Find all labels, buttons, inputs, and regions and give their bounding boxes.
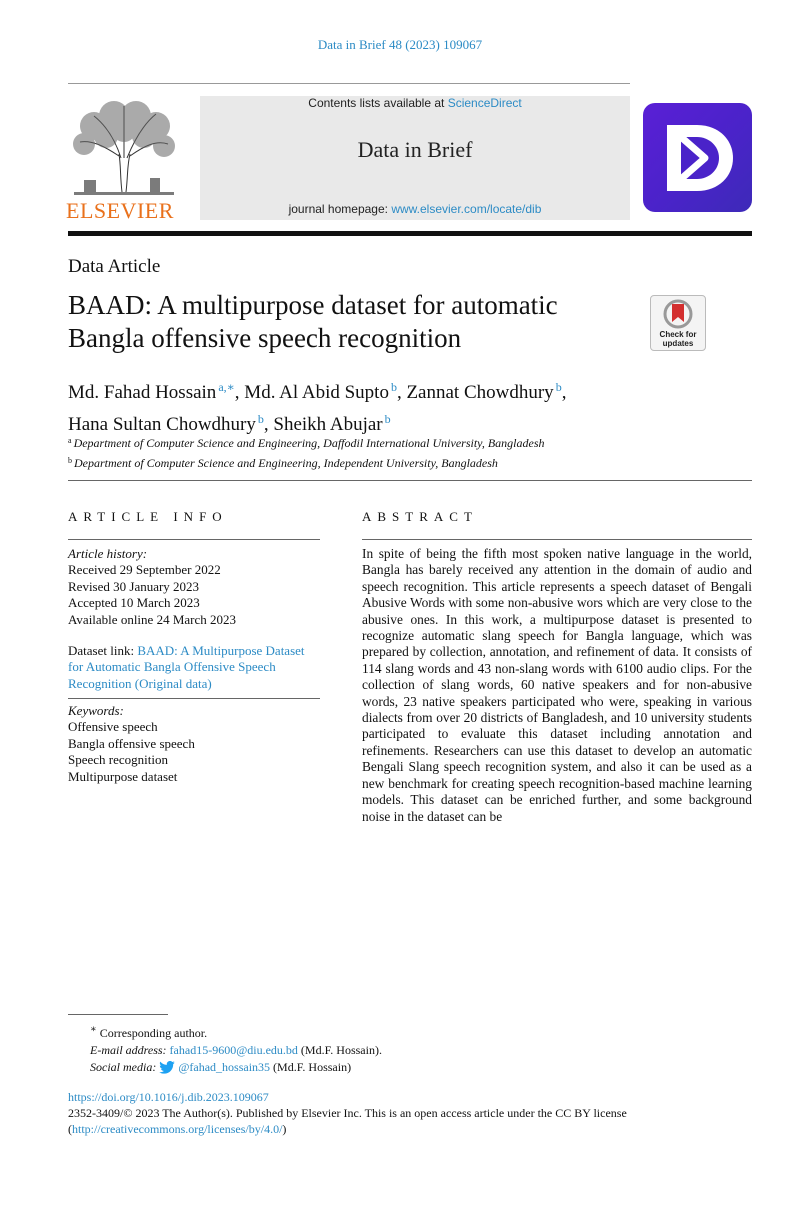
header-thick-rule xyxy=(68,231,752,236)
social-media-suffix: (Md.F. Hossain) xyxy=(270,1060,352,1074)
dataset-link-label: Dataset link: xyxy=(68,643,138,658)
history-entry: Available online 24 March 2023 xyxy=(68,611,236,627)
data-in-brief-logo-icon xyxy=(643,103,752,212)
email-line xyxy=(68,1042,758,1059)
article-info-heading: ARTICLE INFO xyxy=(68,509,228,524)
sciencedirect-link[interactable]: ScienceDirect xyxy=(447,96,522,110)
article-info-rule xyxy=(68,539,320,540)
dataset-link-block xyxy=(68,643,320,692)
crossmark-icon xyxy=(651,296,705,330)
contents-line xyxy=(200,96,630,110)
keyword: Offensive speech xyxy=(68,719,158,735)
social-media-label: Social media: xyxy=(90,1060,160,1074)
article-history-label: Article history: xyxy=(68,546,148,561)
affiliation-list xyxy=(68,432,758,472)
copyright-text: 2352-3409/© 2023 The Author(s). Published by Elsevier Inc. This is an open access article under the CC BY license xyxy=(68,1106,627,1120)
author-name: Sheikh Abujar xyxy=(273,414,383,435)
copyright-notice xyxy=(68,1105,752,1137)
license-link[interactable]: http://creativecommons.org/licenses/by/4.0/ xyxy=(72,1122,283,1136)
keyword: Bangla offensive speech xyxy=(68,735,195,751)
footnote-rule xyxy=(68,1014,168,1015)
author-name: Hana Sultan Chowdhury xyxy=(68,414,256,435)
footnote-star: ∗ xyxy=(90,1024,97,1035)
keyword: Multipurpose dataset xyxy=(68,768,178,784)
journal-name: Data in Brief xyxy=(357,137,473,162)
crossmark-line-2: updates xyxy=(662,339,694,348)
social-media-link[interactable]: @fahad_hossain35 xyxy=(178,1060,271,1074)
contents-prefix: Contents lists available at xyxy=(308,96,448,110)
homepage-line xyxy=(200,202,630,216)
footnotes xyxy=(68,1021,758,1076)
author-affiliation-link[interactable]: a,∗ xyxy=(218,380,235,394)
crossmark-label xyxy=(650,330,706,348)
author-name: Md. Fahad Hossain xyxy=(68,382,217,403)
article-title: BAAD: A multipurpose dataset for automatic Bangla offensive speech recognition xyxy=(68,290,558,353)
homepage-link[interactable]: www.elsevier.com/locate/dib xyxy=(391,202,542,216)
author-affiliation-link[interactable]: b xyxy=(257,412,264,426)
section-rule xyxy=(68,480,752,481)
author-affiliation-link[interactable]: b xyxy=(555,380,562,394)
history-entry: Received 29 September 2022 xyxy=(68,562,221,578)
author-separator: , xyxy=(234,382,245,403)
author-separator: , xyxy=(263,414,274,435)
license-close: ) xyxy=(282,1122,287,1136)
author-name: Zannat Chowdhury xyxy=(406,382,554,403)
email-label: E-mail address: xyxy=(90,1043,170,1057)
author-affiliation-link[interactable]: b xyxy=(384,412,391,426)
affiliation-marker: b xyxy=(68,456,72,465)
email-suffix: (Md.F. Hossain). xyxy=(297,1043,382,1057)
keywords-label: Keywords: xyxy=(68,703,124,718)
homepage-prefix: journal homepage: xyxy=(288,202,392,216)
author-separator: , xyxy=(396,382,407,403)
affiliation-text: Department of Computer Science and Engineering, Daffodil International University, Bangladesh xyxy=(73,436,545,450)
affiliation-marker: a xyxy=(68,436,72,445)
keyword: Speech recognition xyxy=(68,752,168,768)
doi-link[interactable]: https://doi.org/10.1016/j.dib.2023.109067 xyxy=(68,1090,269,1104)
affiliation-text: Department of Computer Science and Engineering, Independent University, Bangladesh xyxy=(74,456,498,470)
license-line xyxy=(68,1121,752,1137)
abstract-heading: ABSTRACT xyxy=(362,509,478,524)
abstract-rule xyxy=(362,539,752,540)
corresponding-author-text: Corresponding author. xyxy=(99,1026,208,1040)
author-separator: , xyxy=(561,382,567,403)
author-affiliation-link[interactable]: b xyxy=(390,380,397,394)
article-history xyxy=(68,546,320,628)
author-list xyxy=(68,374,758,438)
author-name: Md. Al Abid Supto xyxy=(244,382,389,403)
article-type: Data Article xyxy=(68,256,161,277)
publisher-wordmark: ELSEVIER xyxy=(66,198,174,223)
history-entry: Accepted 10 March 2023 xyxy=(68,595,200,611)
license-open: ( xyxy=(68,1122,72,1136)
social-media-line xyxy=(68,1059,758,1076)
affiliation xyxy=(68,432,758,452)
twitter-icon xyxy=(159,1061,175,1074)
keywords-block xyxy=(68,703,320,785)
abstract-text: In spite of being the fifth most spoken native language in the world, Bangla has barely received any attention in the domain of audio and speech recognition. This article represents a speech dataset of Bengali Abusive Words with some non-abusive wors which are very close to the abusive ones. In this work, a multipurpose dataset is presented to recognize automatic slang speech for Bangla language, which was prepared by collection, annotation, and refinement of data. It consists of 114 slang words and 43 non-slang words with 6100 audio clips. For the collection of slang words, 60 native speakers and for non-abusive words, 23 native speakers participated who were, speaking in various dialects from over 20 districts of Bangladesh, and 10 university students participated to evaluate this dataset including annotation and refinements. Researchers can use this dataset to develop an automatic Bengali Slang speech recognition system, and also it can be used as a new benchmark for creating speech recognition-based machine learning models. This dataset can be enriched further, and some background noise in the dataset can be xyxy=(362,546,752,824)
history-entry: Revised 30 January 2023 xyxy=(68,578,200,594)
corresponding-author-note xyxy=(68,1021,758,1042)
crossmark-line-1: Check for xyxy=(659,330,697,339)
email-link[interactable]: fahad15-9600@diu.edu.bd xyxy=(169,1043,298,1057)
header-rule xyxy=(68,83,630,84)
keywords-rule xyxy=(68,698,320,699)
dataset-link[interactable]: BAAD: A Multipurpose Dataset for Automatic Bangla Offensive Speech Recognition (Original data) xyxy=(68,643,305,691)
journal-reference[interactable]: Data in Brief 48 (2023) 109067 xyxy=(317,37,483,52)
affiliation xyxy=(68,452,758,472)
